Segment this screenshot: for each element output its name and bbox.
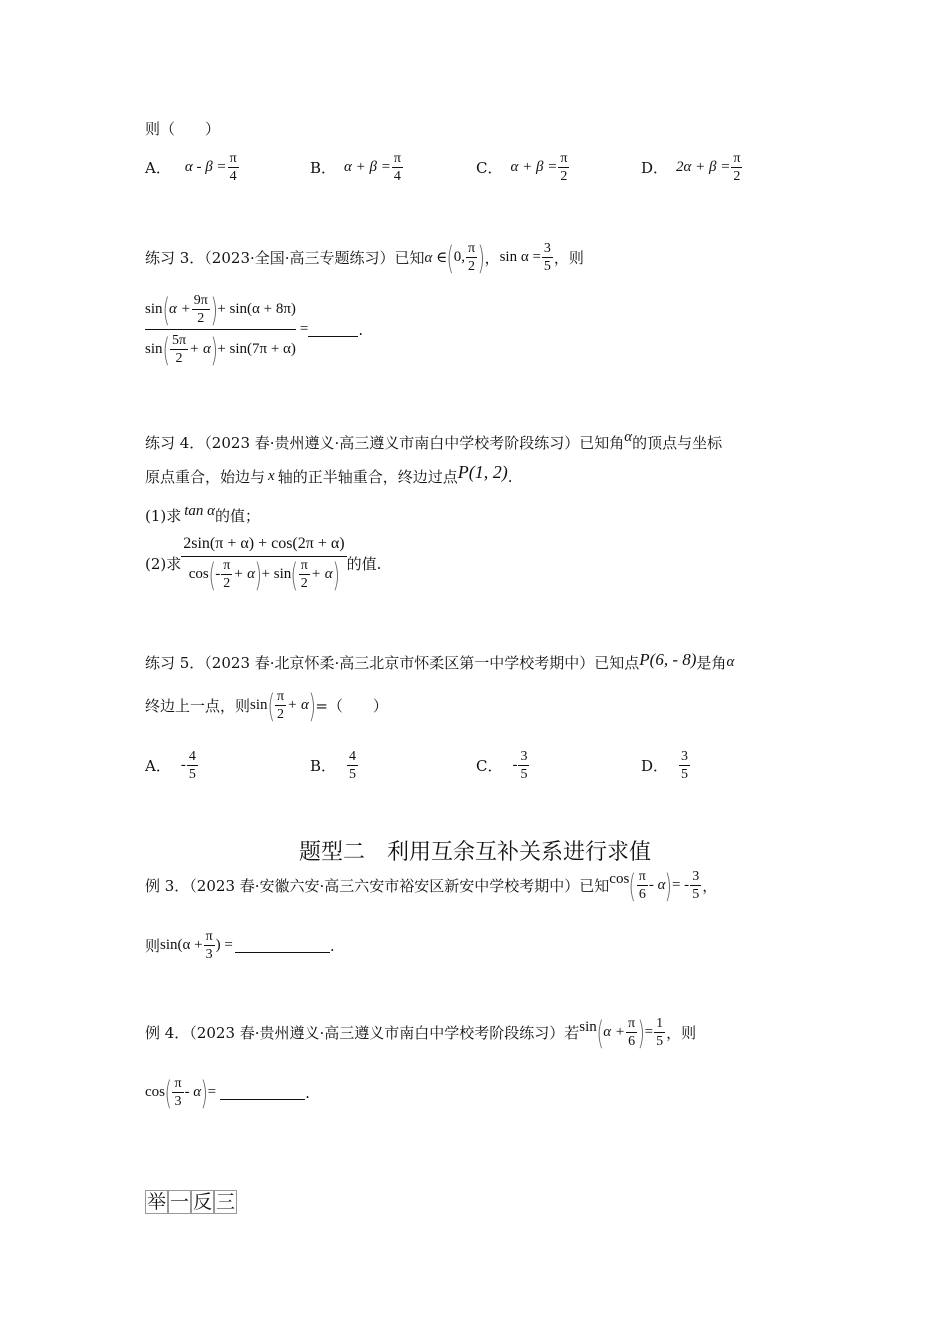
fraction: $\frac{\pi}{3}$ [174,1076,182,1109]
exercise-4-text: 原点重合，始边与 [145,468,266,486]
equals: = - [671,877,690,893]
equals: ) = [215,937,233,953]
comma: ， [484,249,500,267]
tail-text: ，则 [666,1024,697,1042]
option-expr: 2α + β = [676,159,731,175]
paren-left: ( [628,866,637,905]
example-4-line1 [145,1015,696,1050]
footer-char: 反 [193,1191,213,1213]
equals-paren: =（ ） [315,697,388,715]
fraction: $\frac{\pi}{2}$ [300,558,308,591]
fraction: $\frac{4}{5}$ [188,749,196,782]
paren-left: ( [267,686,275,725]
example-3-line1 [145,868,717,903]
footer-char: 一 [170,1191,190,1213]
alpha-term: + α [310,566,333,582]
option-b [310,748,359,783]
equals: = [644,1024,654,1040]
option-expr: α + β = [510,159,558,175]
fraction: $\frac{3}{5}$ [543,241,551,274]
option-d [641,748,691,783]
paren-left: ( [290,555,299,594]
exercise-4-part2 [145,535,381,592]
exercise-4-text: 轴的正半轴重合，终边过点 [277,468,458,486]
alpha-term: α + [603,1024,626,1040]
fraction: $\frac{\pi}{6}$ [628,1016,636,1049]
option-a [145,150,240,185]
fraction: $\frac{5\pi}{2}$ [172,333,187,366]
option-sign: - [512,757,518,773]
option-d [641,150,743,185]
interval-start: 0, [453,249,465,265]
sin-expr: sin α = [499,249,541,265]
sin-term: + sin(α + 8π) [217,301,296,317]
math-x: x [268,468,275,484]
footer-char: 三 [216,1191,236,1213]
example-4-line2 [145,1075,310,1110]
question-stem: 则（ ） [145,120,221,138]
big-fraction-denominator [145,330,296,367]
exercise-4-line1 [145,429,723,453]
fraction: $\frac{\pi}{4}$ [393,151,401,184]
option-label: B． [310,159,337,177]
exercise-5-text: 是角 [696,654,727,672]
paren-right: ) [210,290,218,329]
exercise-4-text: 的顶点与坐标 [632,434,723,452]
fraction: $\frac{\pi}{6}$ [638,869,646,902]
paren-right: ) [664,866,673,905]
big-fraction [181,535,346,592]
option-label: C． [476,159,503,177]
cos-fn: cos [609,871,630,887]
comma: ， [702,877,718,895]
alpha-term: + α [233,566,256,582]
answer-blank[interactable] [235,938,330,953]
big-fraction-numerator: 2sin(π + α) + cos(2π + α) [181,535,346,557]
option-a [145,748,199,783]
fraction: $\frac{3}{5}$ [692,869,700,902]
minus-sign: - [215,566,221,582]
period: . [358,320,364,339]
option-expr: α + β = [344,159,391,175]
tail-text: ，则 [553,249,584,267]
exercise-5-line2 [145,688,388,723]
fraction: $\frac{\pi}{2}$ [277,689,285,722]
alpha-term: - α [184,1084,202,1100]
big-fraction-numerator [145,292,296,330]
sin-fn: sin [145,301,163,317]
option-label: D． [641,159,669,177]
fraction: $\frac{4}{5}$ [349,749,357,782]
exercise-4-part1 [145,505,260,526]
alpha-term: - α [648,877,666,893]
sin-term: + sin(7π + α) [217,341,296,357]
exercise-5-text: 终边上一点，则 [145,697,251,715]
exercise-4-line2 [145,462,513,487]
example-3-lead: 例 3．（2023 春·安徽六安·高三六安市裕安区新安中学校考期中）已知 [145,877,610,895]
paren-right: ) [637,1013,646,1052]
exercise-5-line1 [145,649,735,673]
sin-fn: sin [579,1019,597,1035]
paren-right: ) [308,686,316,725]
example-4-lead: 例 4．（2023 春·贵州遵义·高三遵义市南白中学校考阶段练习）若 [145,1024,580,1042]
answer-blank[interactable] [308,322,358,337]
period: . [507,467,513,486]
paren-right: ) [332,555,340,594]
paren-left: ( [162,330,170,369]
math-alpha: α ∈ [424,250,448,266]
fraction: $\frac{\pi}{2}$ [468,241,476,274]
fraction: $\frac{1}{5}$ [656,1016,664,1049]
sin-fn: + sin [261,566,292,582]
part-label: (2)求 [145,555,182,573]
example-3-line2 [145,928,335,963]
alpha-term: + α [287,697,309,713]
point-p: P(6, - 8) [639,649,697,669]
cos-fn: cos [188,566,209,582]
cos-fn: cos [145,1084,165,1100]
part-label: (1)求 [145,507,182,525]
paren-right: ) [200,1073,209,1112]
alpha-term: + α [189,341,211,357]
paren-left: ( [164,1073,172,1112]
fraction: $\frac{3}{5}$ [681,749,689,782]
paren-left: ( [446,238,455,277]
sin-fn: sin [250,697,268,713]
section-title: 题型二 利用互余互补关系进行求值 [298,840,651,865]
big-fraction [145,292,296,367]
exercise-5-lead: 练习 5．（2023 春·北京怀柔·高三北京市怀柔区第一中学校考期中）已知点 [145,654,640,672]
fraction: $\frac{\pi}{4}$ [229,151,237,184]
option-expr: α - β = [184,159,227,175]
option-label: B． [310,757,337,775]
exercise-3-expression [145,292,363,367]
footer-char: 举 [147,1191,167,1213]
paren-left: ( [596,1013,604,1052]
fraction: $\frac{\pi}{2}$ [733,151,741,184]
point-p: P(1, 2) [457,462,508,482]
option-label: D． [641,757,669,775]
fraction: $\frac{\pi}{3}$ [205,929,213,962]
answer-blank[interactable] [220,1085,305,1100]
math-alpha: α [726,654,735,670]
option-label: C． [476,757,503,775]
equals: = [299,321,309,337]
math-alpha: α [624,429,633,445]
paren-left: ( [162,290,170,329]
fraction: $\frac{9\pi}{2}$ [193,293,208,326]
equals: = [207,1084,217,1100]
ze-text: 则 [145,937,161,955]
exercise-3-line1 [145,240,584,275]
paren-left: ( [208,555,216,594]
period: . [329,936,335,955]
option-label: A． [145,757,171,775]
option-b [310,150,404,185]
fraction: $\frac{3}{5}$ [520,749,528,782]
big-fraction-denominator [189,557,339,592]
part-text: 的值. [346,555,382,573]
period: . [305,1083,310,1102]
sin-expr: sin(α + [160,937,203,953]
paren-right: ) [477,238,486,277]
option-sign: - [180,757,186,773]
fraction: $\frac{\pi}{2}$ [223,558,231,591]
footer-heading [145,1190,237,1214]
fraction: $\frac{\pi}{2}$ [560,151,568,184]
paren-right: ) [254,555,263,594]
part-text: 的值； [215,507,261,525]
tan-expr: tan α [184,503,216,519]
paren-right: ) [210,330,218,369]
alpha-term: α + [169,301,191,317]
exercise-3-lead: 练习 3．（2023·全国·高三专题练习）已知 [145,249,425,267]
exercise-4-lead: 练习 4．（2023 春·贵州遵义·高三遵义市南白中学校考阶段练习）已知角 [145,434,625,452]
option-label: A． [145,159,171,177]
option-c [476,748,530,783]
sin-fn: sin [145,341,163,357]
option-c [476,150,570,185]
